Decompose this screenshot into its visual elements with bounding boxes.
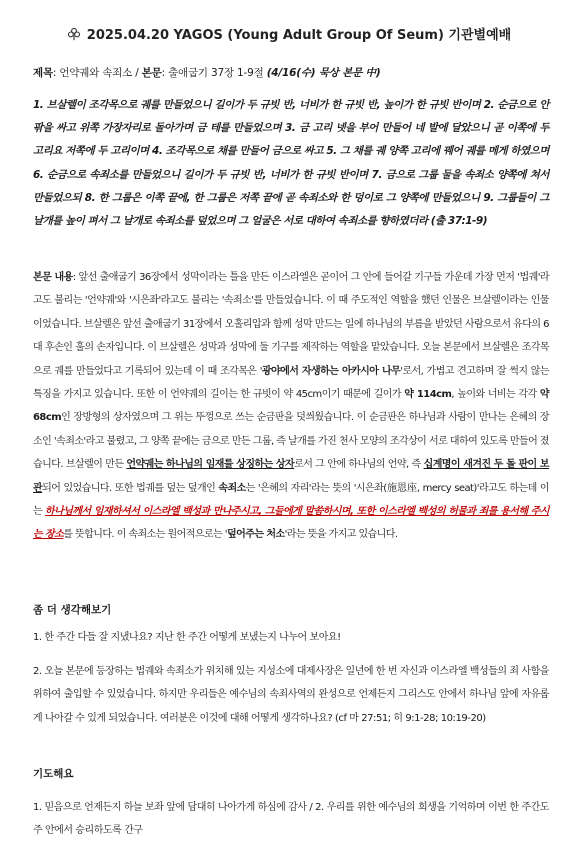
question-1: 1. 한 주간 다들 잘 지냈나요? 지난 한 주간 어떻게 보냈는지 나누어 보아요! <box>33 632 341 643</box>
meditation-date: (4/16(수) 묵상 본문 中) <box>266 67 381 79</box>
highlight-length: 약 114cm <box>404 389 452 401</box>
highlight-mercy-seat: 속죄소 <box>218 482 246 494</box>
sermon-meta: 제목: 언약궤와 속죄소 / 본문: 출애굽기 37장 1-9절 (4/16(수) 묵상 본문 中) <box>33 67 381 79</box>
highlight-red-meeting-place: 하나님께서 임재하셔서 이스라엘 백성과 만나주시고, 그들에게 말씀하시며, 또한 이스라엘 백성의 허물과 죄를 용서해 주시는 장소 <box>33 506 549 541</box>
prayer-text: 1. 믿음으로 언제든지 하늘 보좌 앞에 담대히 나아가게 하심에 감사 / 2. 우리를 위한 예수님의 희생을 기억하며 이번 한 주간도 주 안에서 승리하도록 간구 <box>33 802 549 837</box>
text-label: 본문 <box>141 67 162 79</box>
prayer-heading: 기도해요 <box>33 768 74 780</box>
scripture-passage: 1. 브살렐이 조각목으로 궤를 만들었으니 길이가 두 규빗 반, 너비가 한 규빗 반, 높이가 한 규빗 반이며 2. 순금으로 안팎을 싸고 위쪽 가장자리로 돌아가며 금 테를 만들었으며 3. 금 고리 넷을 부어 만들어 네 발에 달았으니 곧 이쪽에 두 고리요 저쪽에 두 고리이며 4. 조각목으로 채를 만들어 금으로 싸고 5. 그 채를 궤 양쪽 고리에 꿰어 궤를 메게 하였으며 6. 순금으로 속죄소를 만들었으니 길이가 두 규빗 반, 너비가 한 규빗 반이며 7. 금으로 그룹 둘을 속죄소 양쪽에 쳐서 만들었으되 8. 한 그룹은 이쪽 끝에, 한 그룹은 저쪽 끝에 곧 속죄소와 한 덩이로 그 양쪽에 만들었으니 9. 그룹들이 그 날개를 높이 펴서 그 날개로 속죄소를 덮었으며 그 얼굴은 서로 대하여 속죄소를 향하였더라 (출 37:1-9) <box>33 99 549 228</box>
think-heading: 좀 더 생각해보기 <box>33 604 112 616</box>
subject-value: 언약궤와 속죄소 / <box>56 67 142 79</box>
highlight-width: 약 68cm <box>33 389 549 424</box>
highlight-tablets: 십계명이 새겨진 두 돌 판이 보관 <box>33 459 549 494</box>
subject-label: 제목 <box>33 67 53 79</box>
question-2: 2. 오늘 본문에 등장하는 법궤와 속죄소가 위치해 있는 지성소에 대제사장은 일년에 한 번 자신과 이스라엘 백성들의 죄 사함을 위하여 출입할 수 있었습니다. 하지만 우리들은 예수님의 속죄사역의 완성으로 언제든지 그리스도 안에서 하나님 앞에 자유롭게 나아갈 수 있게 되었습니다. 여러분은 이것에 대해 어떻게 생각하나요? (cf 마 27:51; 히 9:1-28; 10:19-20) <box>33 666 549 724</box>
sermon-content: 본문 내용: 앞선 출애굽기 36장에서 성막이라는 틀을 만든 이스라엘은 곧이어 그 안에 들어갈 기구들 가운데 가장 먼저 '법궤'라고도 불리는 '언약궤'와 '시은좌'라고도 불리는 '속죄소'를 만들었습니다. 이 때 주도적인 역할을 했던 인물은 브살렐이라는 인물이었습니다. 브살렐은 앞선 출애굽기 31장에서 오홀리압과 함께 성막 만드는 일에 하나님의 부름을 받았던 사람으로서 유다의 6대 후손인 훌의 손자입니다. 이 브살렐은 성막과 성막에 둘 기구를 제작하는 역할을 맡았습니다. 오늘 본문에서 브살렐은 조각목으로 궤를 만들었다고 기록되어 있는데 이 때 조각목은 '광야에서 자생하는 아카시아 나무'로서, 가볍고 견고하며 잘 썩지 않는 특징을 가지고 있습니다. 또한 이 언약궤의 길이는 한 규빗이 약 45cm이기 때문에 길이가 약 114cm, 높이와 너비는 각각 약 68cm인 장방형의 상자였으며 그 위는 뚜껑으로 쓰는 순금판을 덧씌웠습니다. 이 순금판은 하나님과 사람이 만나는 은혜의 장소인 '속죄소'라고 불렸고, 그 양쪽 끝에는 금으로 만든 그룹, 즉 날개를 가진 천사 모양의 조각상이 서로 대하여 있도록 만들어 졌습니다. 브살렐이 만든 언약궤는 하나님의 임재를 상징하는 상자로서 그 안에 하나님의 언약, 즉 십계명이 새겨진 두 돌 판이 보관되어 있었습니다. 또한 법궤를 덮는 덮개인 속죄소는 '은혜의 자리'라는 뜻의 '시은좌(施恩座, mercy seat)'라고도 하는데 이는 하나님께서 임재하셔서 이스라엘 백성과 만나주시고, 그들에게 말씀하시며, 또한 이스라엘 백성의 허물과 죄를 용서해 주시는 장소를 뜻합니다. 이 속죄소는 원어적으로는 '덮어주는 처소'라는 뜻을 가지고 있습니다. <box>33 272 550 541</box>
highlight-ark-presence: 언약궤는 하나님의 임재를 상징하는 상자 <box>126 459 295 471</box>
content-label: 본문 내용 <box>33 272 73 283</box>
highlight-acacia: 광야에서 자생하는 아카시아 나무 <box>261 365 401 377</box>
scripture-reference: 출애굽기 37장 1-9절 <box>164 67 267 79</box>
document-title <box>0 24 578 43</box>
title-text: 2025.04.20 YAGOS (Young Adult Group Of Seum) 기관별예배 <box>86 28 512 43</box>
highlight-covering-place: 덮어주는 처소 <box>227 529 285 541</box>
clover-icon <box>67 27 81 41</box>
